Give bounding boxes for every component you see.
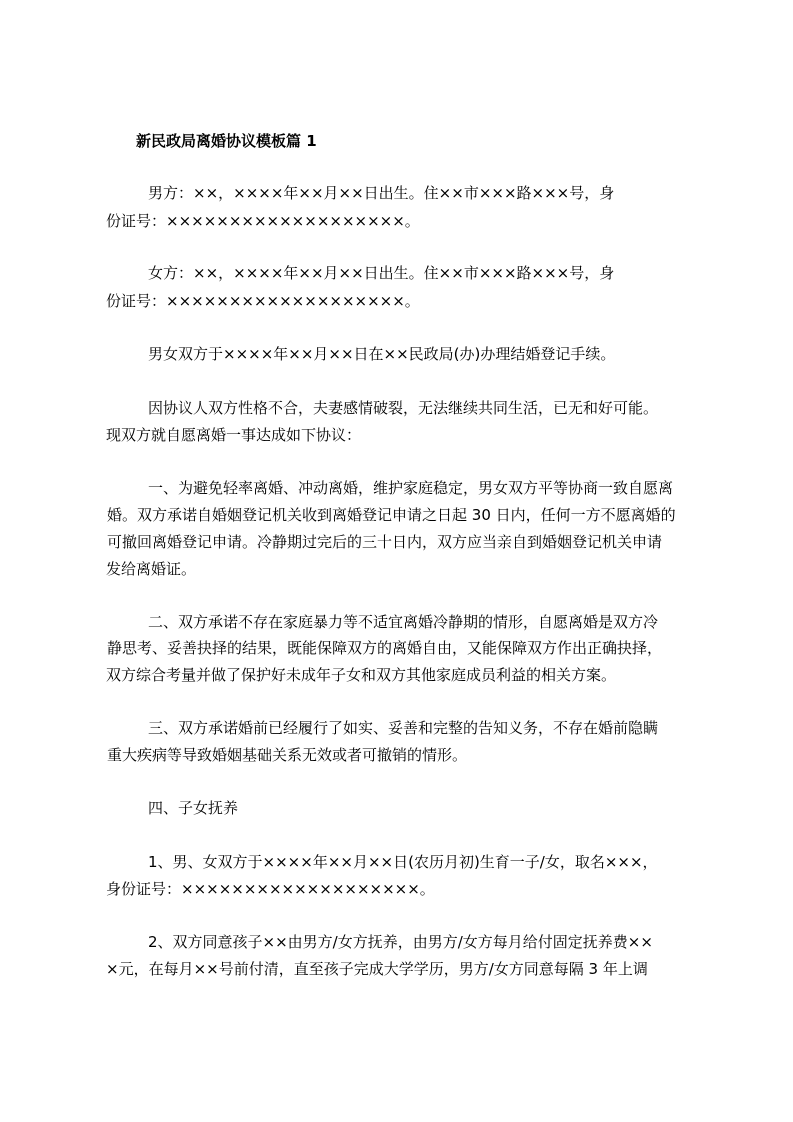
paragraph-6-line-3: 双方综合考量并做了保护好未成年子女和双方其他家庭成员利益的相关方案。 (106, 666, 617, 684)
paragraph-9-line-1: 1、男、女双方于××××年××月××日(农历月初)生育一子/女，取名×××， (148, 853, 658, 871)
paragraph-5-line-3: 可撤回离婚登记申请。冷静期过完后的三十日内，双方应当亲自到婚姻登记机关申请 (107, 533, 663, 551)
paragraph-10-line-2: ×元，在每月××号前付清，直至孩子完成大学学历，男方/女方同意每隔 3 年上调 (106, 960, 648, 978)
paragraph-5-line-4: 发给离婚证。 (106, 560, 197, 578)
paragraph-5-line-2: 婚。双方承诺自婚姻登记机关收到离婚登记申请之日起 30 日内，任何一方不愿离婚的 (107, 506, 676, 524)
paragraph-2-line-2: 份证号：×××××××××××××××××××。 (106, 292, 420, 310)
section-heading-child-support: 四、子女抚养 (148, 799, 239, 817)
paragraph-1-line-1: 男方：××，××××年××月××日出生。住××市×××路×××号，身 (148, 184, 615, 202)
paragraph-6-line-1: 二、双方承诺不存在家庭暴力等不适宜离婚冷静期的情形，自愿离婚是双方冷 (148, 613, 659, 631)
document-title: 新民政局离婚协议模板篇 1 (136, 132, 317, 150)
paragraph-4-line-1: 因协议人双方性格不合，夫妻感情破裂，无法继续共同生活，已无和好可能。 (148, 399, 659, 417)
paragraph-6-line-2: 静思考、妥善抉择的结果，既能保障双方的离婚自由，又能保障双方作出正确抉择， (107, 639, 663, 657)
paragraph-4-line-2: 现双方就自愿离婚一事达成如下协议： (106, 426, 362, 444)
paragraph-10-line-1: 2、双方同意孩子××由男方/女方抚养，由男方/女方每月给付固定抚养费×× (148, 933, 653, 951)
paragraph-7-line-1: 三、双方承诺婚前已经履行了如实、妥善和完整的告知义务，不存在婚前隐瞒 (148, 719, 659, 737)
paragraph-1-line-2: 份证号：×××××××××××××××××××。 (106, 212, 420, 230)
paragraph-2-line-1: 女方：××，××××年××月××日出生。住××市×××路×××号，身 (148, 264, 615, 282)
paragraph-3-line-1: 男女双方于××××年××月××日在××民政局(办)办理结婚登记手续。 (148, 345, 616, 363)
paragraph-5-line-1: 一、为避免轻率离婚、冲动离婚，维护家庭稳定，男女双方平等协商一致自愿离 (148, 479, 674, 497)
paragraph-9-line-2: 身份证号：×××××××××××××××××××。 (106, 880, 435, 898)
paragraph-7-line-2: 重大疾病等导致婚姻基础关系无效或者可撤销的情形。 (107, 746, 468, 764)
